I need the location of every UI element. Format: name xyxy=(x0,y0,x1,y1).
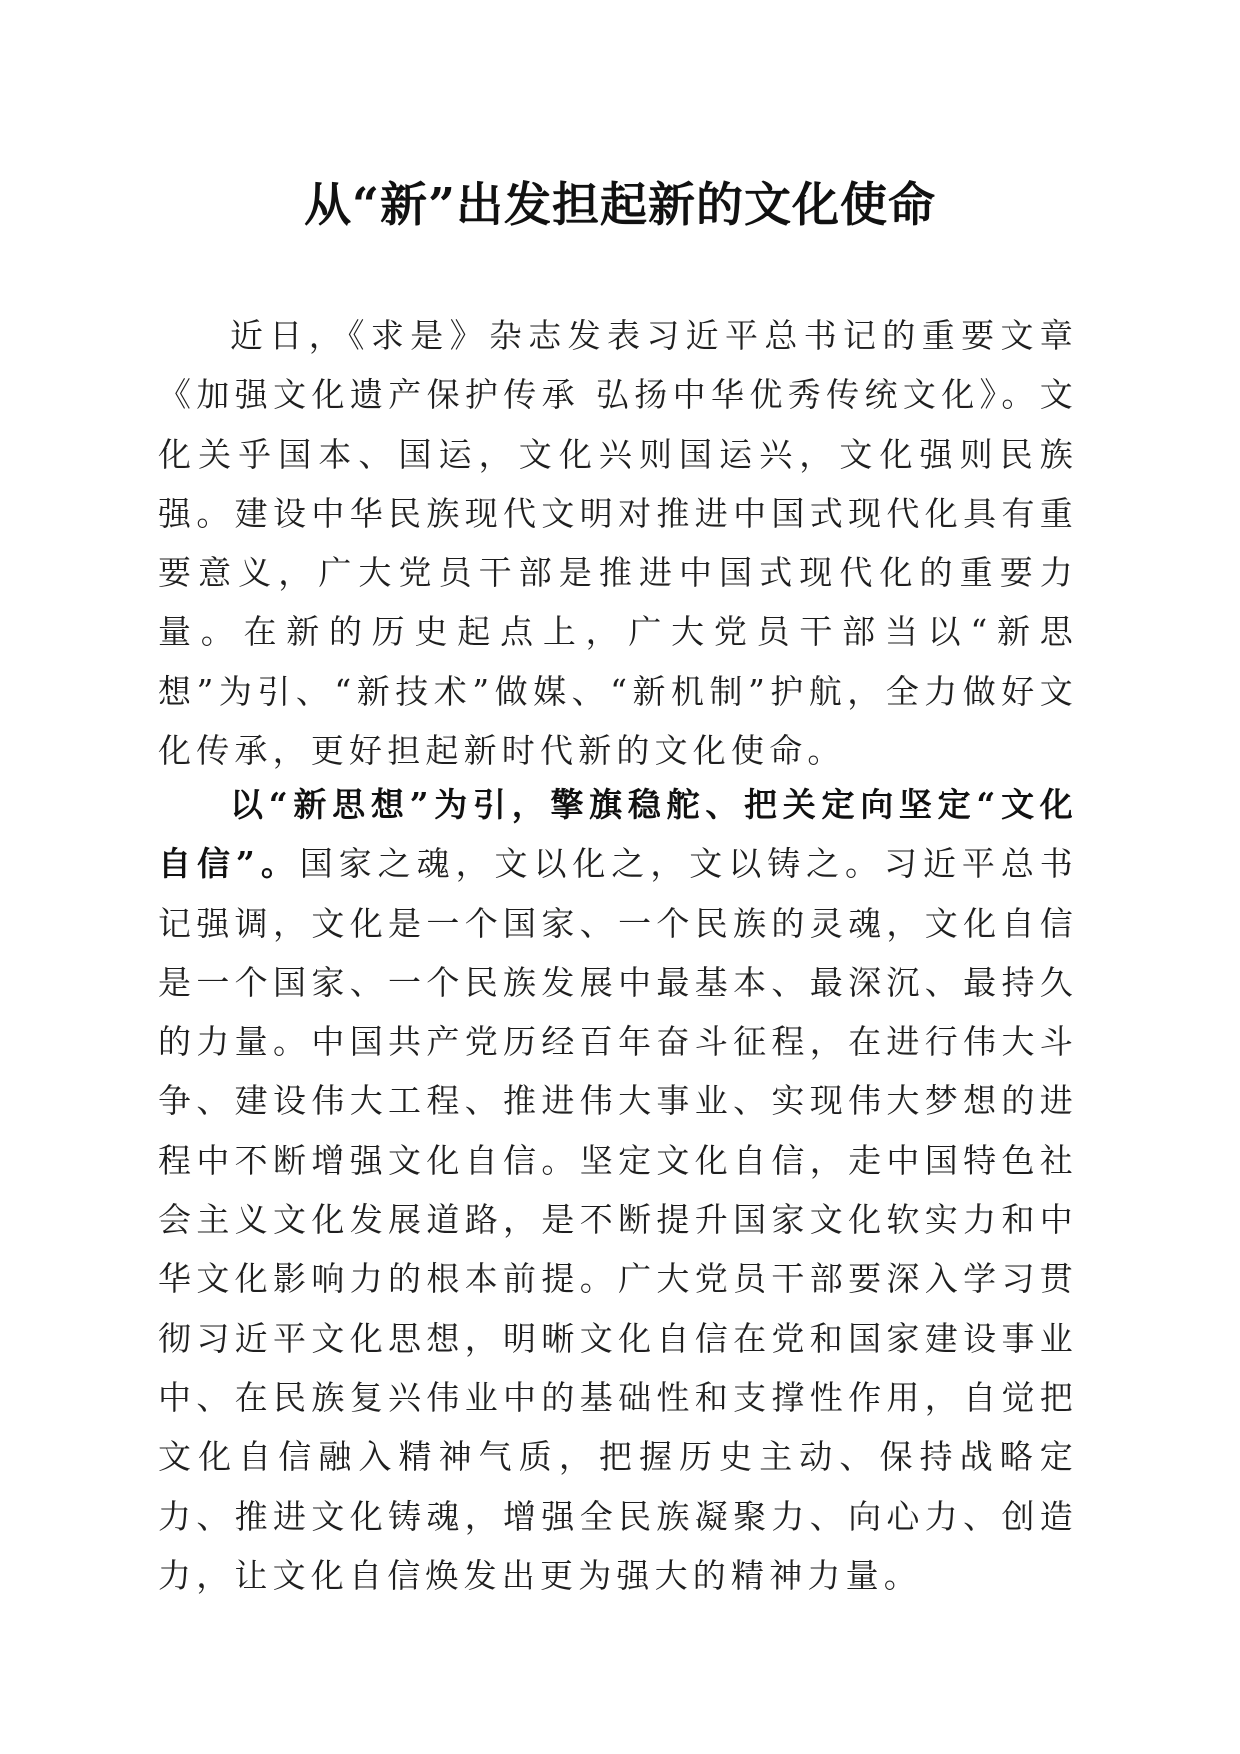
paragraph-intro xyxy=(158,306,1078,780)
paragraph-new-thought xyxy=(158,775,1078,1605)
paragraph-intro-text: 近日，《求是》杂志发表习近平总书记的重要文章《加强文化遗产保护传承 弘扬中华优秀传统文化》。文化关乎国本、国运，文化兴则国运兴，文化强则民族强。建设中华民族现代文明对推进中国式现代化具有重要意义，广大党员干部是推进中国式现代化的重要力量。在新的历史起点上，广大党员干部当以“新思想”为引、“新技术”做媒、“新机制”护航，全力做好文化传承，更好担起新时代新的文化使命。 xyxy=(158,316,1078,771)
paragraph-new-thought-text: 国家之魂，文以化之，文以铸之。习近平总书记强调，文化是一个国家、一个民族的灵魂，文化自信是一个国家、一个民族发展中最基本、最深沉、最持久的力量。中国共产党历经百年奋斗征程，在进行伟大斗争、建设伟大工程、推进伟大事业、实现伟大梦想的进程中不断增强文化自信。坚定文化自信，走中国特色社会主义文化发展道路，是不断提升国家文化软实力和中华文化影响力的根本前提。广大党员干部要深入学习贯彻习近平文化思想，明晰文化自信在党和国家建设事业中、在民族复兴伟业中的基础性和支撑性作用，自觉把文化自信融入精神气质，把握历史主动、保持战略定力、推进文化铸魂，增强全民族凝聚力、向心力、创造力，让文化自信焕发出更为强大的精神力量。 xyxy=(158,844,1078,1595)
paragraph-new-thought-heading: 以“新思想”为引，擎旗稳舵、把关定向坚定“文化自信”。 xyxy=(158,785,1078,884)
document-title: 从“新”出发担起新的文化使命 xyxy=(303,178,937,233)
